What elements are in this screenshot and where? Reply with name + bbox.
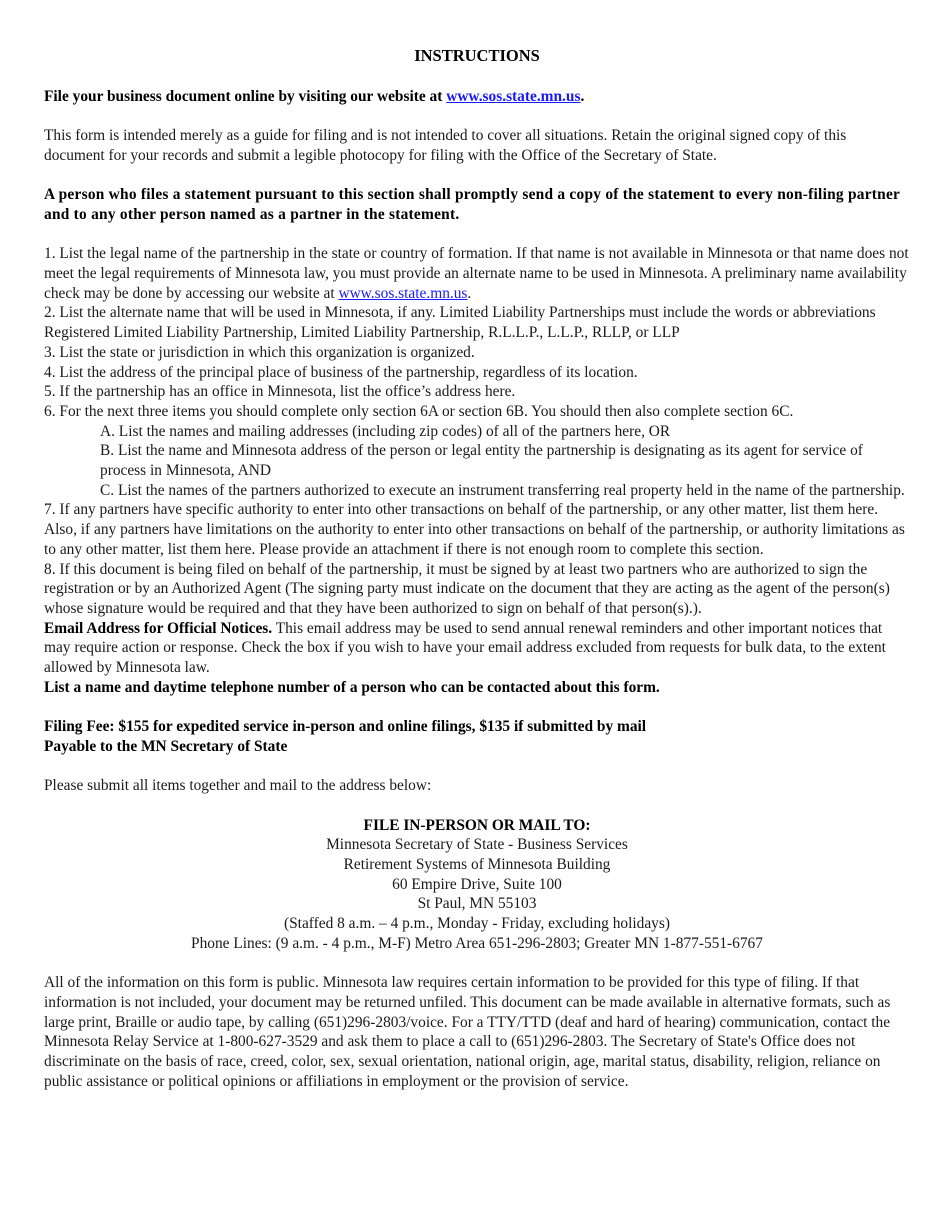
phone-lines: Phone Lines: (9 a.m. - 4 p.m., M-F) Metro Area 651-296-2803; Greater MN 1-877-551-6767: [191, 934, 763, 952]
payable-to: Payable to the MN Secretary of State: [44, 737, 288, 755]
online-filing-line: [44, 87, 910, 107]
item-1-end: .: [467, 284, 472, 302]
page-title: INSTRUCTIONS: [414, 46, 540, 65]
item-8: 8. If this document is being filed on behalf of the partnership, it must be signed by at least two partners who are authorized to sign the registration or by an Authorized Agent (The signing party must indicate on the document that they are acting as the agent of the person(s) whose signature would be required and that they have been authorized to sign on behalf of that person(s).).: [44, 560, 890, 617]
address-line: Retirement Systems of Minnesota Building: [343, 856, 611, 874]
website-link[interactable]: www.sos.state.mn.us: [446, 87, 581, 105]
online-filing-end: .: [580, 87, 585, 105]
contact-instruction: List a name and daytime telephone number of a person who can be contacted about this form.: [44, 678, 660, 696]
spacer: [44, 757, 910, 777]
item-6b: B. List the name and Minnesota address of the person or legal entity the partnership is designating as its agent for service of process in Minnesota, AND: [100, 442, 863, 480]
spacer: [44, 106, 910, 126]
address-line: Minnesota Secretary of State - Business Services: [326, 836, 628, 854]
email-text: This email address may be used to send annual renewal reminders and other important notices that may require action or response. Check the box if you wish to have your email address excluded from requests for bulk data, to the extent allowed by Minnesota law.: [44, 619, 886, 677]
office-hours: (Staffed 8 a.m. – 4 p.m., Monday - Friday, excluding holidays): [284, 915, 670, 933]
item-6c: C. List the names of the partners authorized to execute an instrument transferring real property held in the name of the partnership.: [100, 481, 905, 499]
email-notice: [44, 619, 910, 678]
item-1: [44, 244, 910, 303]
address-line: 60 Empire Drive, Suite 100: [392, 875, 562, 893]
item-3: 3. List the state or jurisdiction in which this organization is organized.: [44, 343, 475, 361]
intro-paragraph: This form is intended merely as a guide for filing and is not intended to cover all situations. Retain the original signed copy of this document for your records and submit a legible photocopy for filing with the Office of the Secretary of State.: [44, 127, 847, 164]
spacer: [44, 697, 910, 717]
item-6a: A. List the names and mailing addresses (including zip codes) of all of the partners here, OR: [100, 422, 671, 440]
item-7: 7. If any partners have specific authority to enter into other transactions on behalf of the partnership, or any other matter, list them here. Also, if any partners have limitations on the authority to enter into other transactions on behalf of the partnership, or authority limitations as to any other matter, list them here. Please provide an attachment if there is not enough room to complete this section.: [44, 501, 905, 558]
public-information-paragraph: All of the information on this form is public. Minnesota law requires certain information to be provided for this type of filing. If that information is not included, your document may be returned unfiled. This document can be made available in alternative formats, such as large print, Braille or audio tape, by calling (651)296-2803/voice. For a TTY/TTD (deaf and hard of hearing) communication, contact the Minnesota Relay Service at 1-800-627-3529 and ask them to place a call to (651)296-2803. The Secretary of State's Office does not discriminate on the basis of race, creed, color, sex, sexual orientation, national origin, age, marital status, disability, religion, reliance on public assistance or political opinions or affiliations in employment or the provision of service.: [44, 974, 891, 1090]
online-filing-text: File your business document online by visiting our website at: [44, 87, 447, 105]
email-label: Email Address for Official Notices.: [44, 619, 273, 637]
spacer: [44, 796, 910, 816]
document-body: [44, 46, 910, 1091]
partner-notice: A person who files a statement pursuant to this section shall promptly send a copy of the statement to every non-filing partner and to any other person named as a partner in the statement.: [44, 186, 900, 223]
address-line: St Paul, MN 55103: [417, 895, 537, 913]
filing-fee: Filing Fee: $155 for expedited service in-person and online filings, $135 if submitted by mail: [44, 718, 647, 736]
spacer: [44, 166, 910, 186]
item-4: 4. List the address of the principal place of business of the partnership, regardless of its location.: [44, 363, 638, 381]
submit-instruction: Please submit all items together and mail to the address below:: [44, 777, 432, 795]
item-6: 6. For the next three items you should complete only section 6A or section 6B. You should then also complete section 6C.: [44, 402, 794, 420]
mailing-address-block: [44, 816, 910, 954]
item-5: 5. If the partnership has an office in Minnesota, list the office’s address here.: [44, 383, 516, 401]
item-1-text: 1. List the legal name of the partnership in the state or country of formation. If that name is not available in Minnesota or that name does not meet the legal requirements of Minnesota law, you must provide an alternate name to be used in Minnesota. A preliminary name availability check may be done by accessing our website at: [44, 245, 909, 302]
website-link-2[interactable]: www.sos.state.mn.us: [338, 284, 468, 302]
spacer: [44, 225, 910, 245]
item-2: 2. List the alternate name that will be used in Minnesota, if any. Limited Liability Partnerships must include the words or abbreviations Registered Limited Liability Partnership, Limited Liability Partnership, R.L.L.P., L.L.P., RLLP, or LLP: [44, 304, 876, 342]
address-heading: FILE IN-PERSON OR MAIL TO:: [363, 816, 591, 834]
spacer: [44, 954, 910, 974]
